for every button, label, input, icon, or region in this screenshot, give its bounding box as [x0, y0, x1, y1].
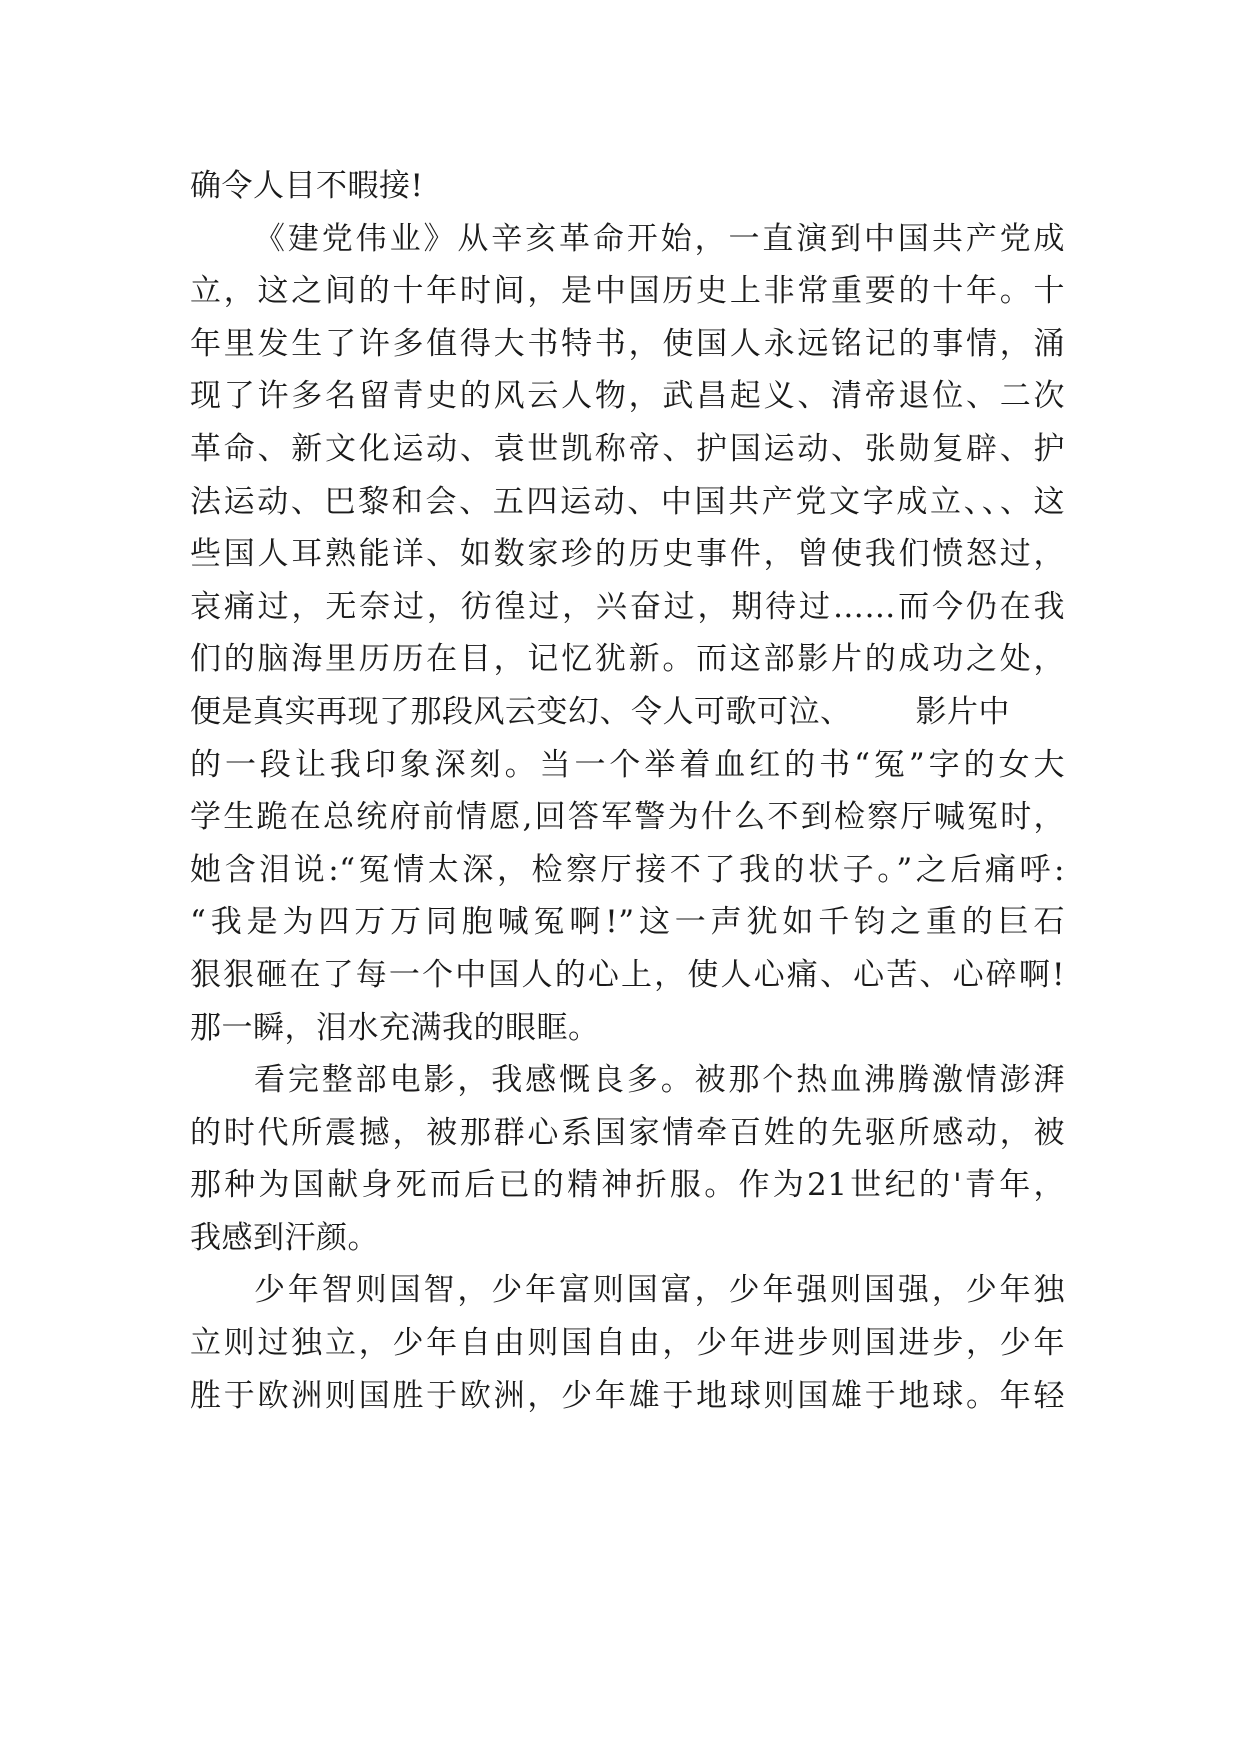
text-line: 法运动、巴黎和会、五四运动、中国共产党文字成立、、、这: [190, 483, 1065, 520]
text-line: 看完整部电影，我感慨良多。被那个热血沸腾激情澎湃: [254, 1062, 1065, 1099]
text-line: “我是为四万万同胞喊冤啊!”这一声犹如千钧之重的巨石: [190, 904, 1065, 941]
text-line: 年里发生了许多值得大书特书，使国人永远铭记的事情，涌: [190, 325, 1065, 362]
text-line: 立，这之间的十年时间，是中国历史上非常重要的十年。十: [190, 273, 1065, 310]
text-line: 胜于欧洲则国胜于欧洲，少年雄于地球则国雄于地球。年轻: [190, 1377, 1065, 1414]
text-line: 学生跪在总统府前情愿,回答军警为什么不到检察厅喊冤时，: [190, 799, 1065, 836]
text-line: 那一瞬，泪水充满我的眼眶。: [190, 1009, 600, 1046]
text-line: 哀痛过，无奈过，彷徨过，兴奋过，期待过……而今仍在我: [190, 588, 1065, 625]
text-line: 立则过独立，少年自由则国自由，少年进步则国进步，少年: [190, 1325, 1065, 1362]
text-line: 狠狠砸在了每一个中国人的心上，使人心痛、心苦、心碎啊!: [190, 956, 1065, 993]
text-line: 少年智则国智，少年富则国富，少年强则国强，少年独: [254, 1272, 1065, 1309]
text-line: 她含泪说:“冤情太深，检察厅接不了我的状子。”之后痛呼:: [190, 851, 1065, 888]
text-line: 些国人耳熟能详、如数家珍的历史事件，曾使我们愤怒过，: [190, 536, 1065, 573]
text-line: 们的脑海里历历在目，记忆犹新。而这部影片的成功之处，: [190, 641, 1065, 678]
text-line-part: 便是真实再现了那段风云变幻、令人可歌可泣、: [190, 693, 852, 730]
text-line: 的时代所震撼，被那群心系国家情牵百姓的先驱所感动，被: [190, 1114, 1065, 1151]
text-line-part: 影片中: [915, 693, 1010, 730]
text-line: 那种为国献身死而后已的精神折服。作为21世纪的'青年，: [190, 1167, 1065, 1204]
text-line: 现了许多名留青史的风云人物，武昌起义、清帝退位、二次: [190, 378, 1065, 415]
text-line: [190, 686, 1065, 739]
text-line: 确令人目不暇接!: [190, 168, 424, 204]
text-line: 的一段让我印象深刻。当一个举着血红的书“冤”字的女大: [190, 746, 1065, 783]
text-line: 革命、新文化运动、袁世凯称帝、护国运动、张勋复辟、护: [190, 430, 1065, 467]
text-line: 我感到汗颜。: [190, 1219, 379, 1256]
text-line: 《建党伟业》从辛亥革命开始，一直演到中国共产党成: [254, 220, 1065, 257]
body-text: [190, 160, 1065, 1422]
